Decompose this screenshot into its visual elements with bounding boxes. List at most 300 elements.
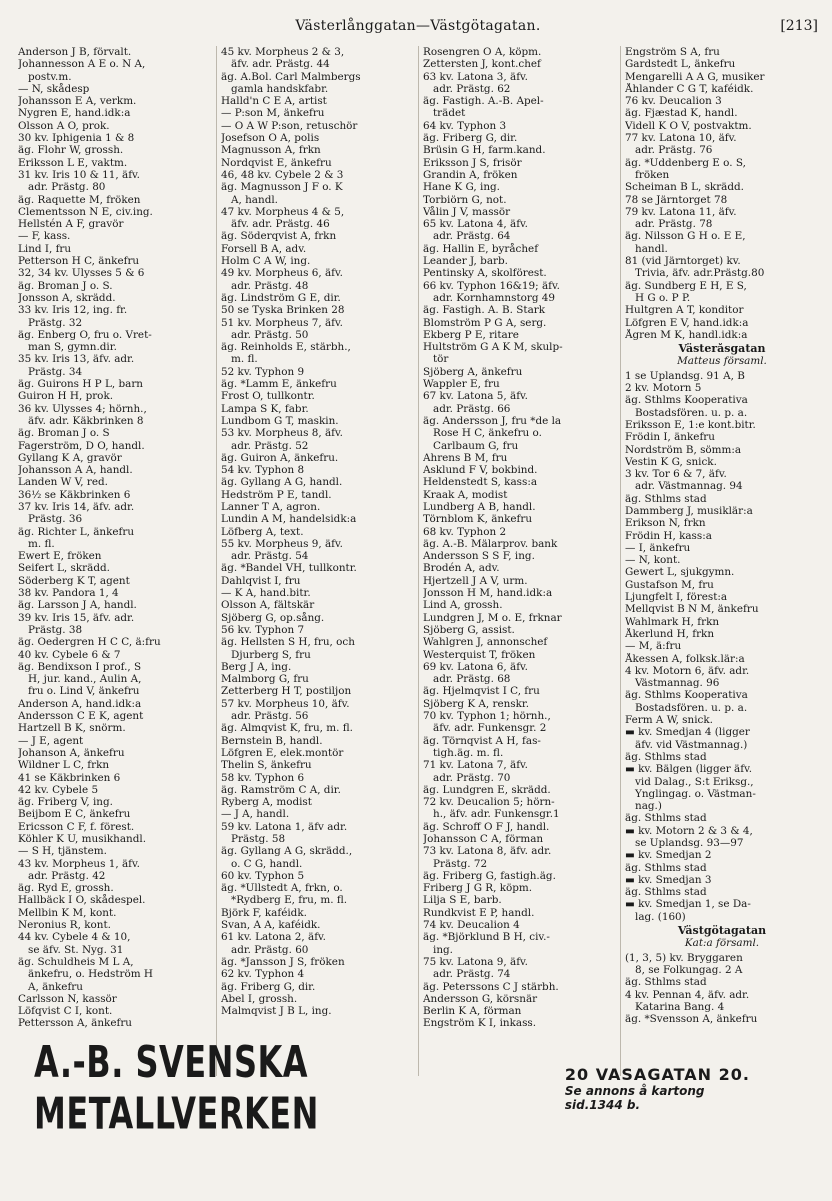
directory-entry: 65 kv. Latona 4, äfv. bbox=[423, 218, 528, 231]
directory-entry: Wappler E, fru bbox=[423, 378, 500, 391]
directory-entry: adr. Prästg. 56 bbox=[231, 710, 309, 723]
directory-entry: Dammberg J, musiklär:a bbox=[625, 504, 753, 517]
directory-entry: äg. Enberg O, fru o. Vret- bbox=[18, 328, 152, 341]
directory-entry: ▬ kv. Smedjan 2 bbox=[625, 849, 712, 862]
directory-entry: Andersson C E K, agent bbox=[18, 710, 144, 723]
directory-entry: äg. Larsson J A, handl. bbox=[18, 599, 137, 612]
directory-entry: Zettersten J, kont.chef bbox=[423, 58, 541, 71]
column-1 bbox=[14, 46, 216, 1076]
directory-entry: adr. Prästg. 78 bbox=[635, 218, 713, 231]
directory-entry: Friberg J G R, köpm. bbox=[423, 882, 533, 895]
directory-entry: lag. (160) bbox=[635, 910, 686, 923]
directory-entry: 41 se Käkbrinken 6 bbox=[18, 771, 121, 784]
directory-entry: Ljungfelt I, förest:a bbox=[625, 591, 728, 604]
directory-entry: äg. *Ullstedt A, frkn, o. bbox=[221, 882, 343, 895]
directory-entry: äg. Ryd E, grossh. bbox=[18, 882, 114, 895]
directory-entry: Hultström G A K M, skulp- bbox=[423, 341, 563, 354]
directory-entry: 61 kv. Latona 2, äfv. bbox=[221, 931, 326, 944]
directory-entry: 53 kv. Morpheus 8, äfv. bbox=[221, 427, 343, 440]
directory-entry: äg. Sthlms Kooperativa bbox=[625, 394, 748, 407]
directory-entry: Mellqvist B N M, änkefru bbox=[625, 603, 759, 616]
directory-entry: 77 kv. Latona 10, äfv. bbox=[625, 132, 737, 145]
directory-entry: äg. Raquette M, fröken bbox=[18, 193, 141, 206]
directory-entry: äg. Schuldheis M L A, bbox=[18, 955, 134, 968]
directory-entry: Halld'n C E A, artist bbox=[221, 95, 327, 108]
directory-entry: (1, 3, 5) kv. Bryggaren bbox=[625, 951, 743, 964]
directory-entry: Neronius R, kont. bbox=[18, 919, 111, 932]
directory-entry: Magnusson A, frkn bbox=[221, 144, 321, 157]
directory-entry: h., äfv. adr. Funkensgr.1 bbox=[433, 808, 560, 821]
directory-entry: 58 kv. Typhon 6 bbox=[221, 771, 305, 784]
directory-entry: äfv. vid Västmannag.) bbox=[635, 738, 748, 751]
directory-entry: äg. Fastigh. A. B. Stark bbox=[423, 304, 546, 317]
directory-entry: Lundbom G T, maskin. bbox=[221, 414, 339, 427]
directory-entry: 43 kv. Morpheus 1, äfv. bbox=[18, 857, 140, 870]
directory-entry: Wildner L C, frkn bbox=[18, 759, 110, 772]
directory-entry: — N, skådesp bbox=[18, 82, 90, 95]
directory-entry: Lind I, fru bbox=[18, 242, 72, 255]
directory-entry: Holm C A W, ing. bbox=[221, 255, 311, 268]
directory-entry: Kraak A, modist bbox=[423, 488, 508, 501]
directory-entry: 36½ se Käkbrinken 6 bbox=[18, 488, 131, 501]
advertiser-name: A.-B. SVENSKA METALLVERKEN bbox=[34, 1036, 319, 1140]
directory-entry: Bostadsfören. u. p. a. bbox=[635, 406, 748, 419]
directory-entry: handl. bbox=[635, 242, 668, 255]
directory-entry: Ahrens B M, fru bbox=[423, 451, 508, 464]
directory-entry: Leander J, barb. bbox=[423, 255, 508, 268]
directory-entry: Söderberg K T, agent bbox=[18, 574, 130, 587]
directory-entry: o. C G, handl. bbox=[231, 857, 303, 870]
directory-entry: Ericsson C F, f. förest. bbox=[18, 820, 135, 833]
directory-entry: Blomström P G A, serg. bbox=[423, 316, 547, 329]
directory-entry: Dahlqvist I, fru bbox=[221, 574, 301, 587]
directory-entry: Zetterberg H T, postiljon bbox=[221, 685, 352, 698]
directory-entry: Eriksson J S, frisör bbox=[423, 156, 522, 169]
directory-entry: äg. A.-B. Mälarprov. bank bbox=[423, 537, 558, 550]
directory-entry: äg. Friberg G, dir. bbox=[423, 132, 518, 145]
directory-entry: 30 kv. Iphigenia 1 & 8 bbox=[18, 132, 135, 145]
directory-entry: äg. Guirons H P L, barn bbox=[18, 378, 143, 391]
directory-entry: Rose H C, änkefru o. bbox=[433, 427, 542, 440]
directory-entry: se Uplandsg. 93—97 bbox=[635, 837, 744, 849]
directory-entry: Löfqvist C I, kont. bbox=[18, 1005, 113, 1018]
directory-entry: 56 kv. Typhon 7 bbox=[221, 623, 305, 636]
directory-entry: A, änkefru bbox=[28, 980, 83, 993]
directory-entry: Wahlmark H, frkn bbox=[625, 615, 720, 628]
page-number: [213] bbox=[780, 18, 818, 34]
directory-entry: Pentinsky A, skolförest. bbox=[423, 267, 547, 280]
directory-entry: äg. Almqvist K, fru, m. fl. bbox=[221, 722, 353, 735]
directory-entry: Frödin I, änkefru bbox=[625, 431, 715, 444]
directory-entry: adr. Prästg. 60 bbox=[231, 943, 309, 956]
directory-entry: Ryberg A, modist bbox=[221, 796, 312, 809]
directory-entry: adr. Prästg. 76 bbox=[635, 144, 713, 157]
directory-entry: Sjöberg G, op.sång. bbox=[221, 611, 325, 624]
directory-entry: adr. Prästg. 64 bbox=[433, 230, 511, 243]
directory-entry: ▬ kv. Smedjan 1, se Da- bbox=[625, 898, 751, 911]
directory-entry: äg. Sthlms stad bbox=[625, 750, 707, 763]
directory-entry: äg. Friberg G, dir. bbox=[221, 980, 316, 993]
directory-entry: Mellbin K M, kont. bbox=[18, 906, 117, 919]
column-4 bbox=[620, 46, 822, 1076]
directory-entry: 73 kv. Latona 8, äfv. adr. bbox=[423, 845, 552, 858]
directory-entry: äg. A.Bol. Carl Malmbergs bbox=[221, 70, 361, 83]
directory-entry: äg. Ramström C A, dir. bbox=[221, 783, 341, 796]
directory-entry: 38 kv. Pandora 1, 4 bbox=[18, 587, 119, 600]
directory-entry: Lanner T A, agron. bbox=[221, 500, 321, 513]
directory-entry: Olsson A, fältskär bbox=[221, 599, 315, 612]
directory-entry: äg. Sthlms stad bbox=[625, 976, 707, 989]
directory-entry: 45 kv. Morpheus 2 & 3, bbox=[221, 46, 345, 58]
directory-entry: äfv. adr. Prästg. 46 bbox=[231, 218, 330, 231]
directory-entry: Prästg. 36 bbox=[28, 513, 83, 526]
directory-entry: 74 kv. Deucalion 4 bbox=[423, 919, 520, 932]
directory-entry: Katarina Bang. 4 bbox=[635, 1000, 725, 1013]
directory-entry: Lundin A M, handelsidk:a bbox=[221, 513, 357, 526]
directory-entry: 68 kv. Typhon 2 bbox=[423, 525, 507, 538]
directory-entry: 1 se Uplandsg. 91 A, B bbox=[625, 369, 745, 382]
directory-entry: gamla handskfabr. bbox=[231, 82, 329, 95]
directory-entry: Löfberg A, text. bbox=[221, 525, 304, 538]
directory-entry: 49 kv. Morpheus 6, äfv. bbox=[221, 267, 343, 280]
directory-entry: Anderson J B, förvalt. bbox=[18, 46, 132, 58]
directory-entry: 66 kv. Typhon 16&19; äfv. bbox=[423, 279, 560, 292]
directory-entry: tigh.äg. m. fl. bbox=[433, 746, 504, 759]
directory-entry: — F, kass. bbox=[18, 230, 71, 243]
street-heading: Västgötagatan bbox=[677, 925, 767, 938]
directory-entry: äg. Nilsson G H o. E E, bbox=[625, 230, 746, 243]
directory-entry: äfv. adr. Käkbrinken 8 bbox=[28, 414, 144, 427]
directory-entry: trädet bbox=[433, 107, 466, 120]
directory-entry: Hjertzell J A V, urm. bbox=[423, 574, 528, 587]
directory-entry: adr. Prästg. 70 bbox=[433, 771, 511, 784]
directory-entry: nag.) bbox=[635, 800, 662, 813]
directory-columns bbox=[14, 46, 822, 1076]
directory-entry: Brüsin G H, farm.kand. bbox=[423, 144, 546, 157]
directory-entry: 69 kv. Latona 6, äfv. bbox=[423, 660, 528, 673]
directory-entry: äg. *Bandel VH, tullkontr. bbox=[221, 562, 357, 575]
directory-entry: Malmborg G, fru bbox=[221, 673, 309, 686]
directory-entry: änkefru, o. Hedström H bbox=[28, 968, 153, 981]
directory-entry: Johansson C A, förman bbox=[423, 833, 544, 845]
directory-entry: Trivia, äfv. adr.Prästg.80 bbox=[635, 267, 765, 280]
directory-entry: äg. Lindström G E, dir. bbox=[221, 291, 341, 304]
directory-entry: Torbiörn G, not. bbox=[423, 193, 507, 206]
parish-subheading: Kat:a församl. bbox=[684, 937, 760, 950]
directory-entry: 78 se Järntorget 78 bbox=[625, 193, 728, 206]
directory-entry: äg. Sthlms stad bbox=[625, 492, 707, 505]
directory-entry: äg. Gyllang A G, handl. bbox=[221, 476, 343, 489]
directory-entry: 32, 34 kv. Ulysses 5 & 6 bbox=[18, 267, 145, 280]
directory-entry: adr. Kornhamnstorg 49 bbox=[433, 291, 556, 304]
directory-entry: Gewert L, sjukgymn. bbox=[625, 566, 735, 579]
directory-entry: äg. *Uddenberg E o. S, bbox=[625, 156, 746, 169]
directory-entry: ▬ kv. Smedjan 3 bbox=[625, 873, 712, 886]
directory-entry: Seifert L, skrädd. bbox=[18, 562, 110, 575]
directory-entry: 64 kv. Typhon 3 bbox=[423, 119, 507, 132]
directory-entry: 72 kv. Deucalion 5; hörn- bbox=[423, 796, 555, 809]
directory-entry: Hultgren A T, konditor bbox=[625, 304, 744, 317]
directory-entry: se äfv. St. Nyg. 31 bbox=[28, 943, 124, 956]
directory-entry: man S, gymn.dir. bbox=[28, 341, 117, 354]
directory-entry: 31 kv. Iris 10 & 11, äfv. bbox=[18, 168, 140, 181]
directory-entry: äg. Richter L, änkefru bbox=[18, 525, 135, 538]
directory-entry: ▬ kv. Bälgen (ligger äfv. bbox=[625, 763, 753, 776]
directory-entry: Engström K I, inkass. bbox=[423, 1017, 537, 1030]
directory-entry: äg. Reinholds E, stärbh., bbox=[221, 341, 351, 354]
directory-entry: Andersson G, körsnär bbox=[423, 992, 538, 1005]
directory-entry: Nordström B, sömm:a bbox=[625, 443, 742, 456]
directory-entry: Ewert E, fröken bbox=[18, 550, 102, 563]
parish-subheading: Matteus församl. bbox=[677, 355, 767, 368]
directory-entry: Prästg. 72 bbox=[433, 857, 488, 870]
directory-entry: fru o. Lind V, änkefru bbox=[28, 685, 140, 698]
page-header bbox=[14, 18, 822, 40]
directory-entry: Westerquist T, fröken bbox=[423, 648, 536, 661]
directory-entry: Prästg. 38 bbox=[28, 623, 83, 636]
directory-entry: 54 kv. Typhon 8 bbox=[221, 464, 305, 477]
directory-entry: Johanson A, änkefru bbox=[18, 746, 125, 759]
directory-entry: postv.m. bbox=[28, 70, 72, 83]
directory-entry: äg. Sundberg E H, E S, bbox=[625, 279, 747, 292]
directory-entry: 51 kv. Morpheus 7, äfv. bbox=[221, 316, 343, 329]
directory-entry: Nygren E, hand.idk:a bbox=[18, 107, 131, 120]
directory-entry: 2 kv. Motorn 5 bbox=[625, 382, 702, 395]
directory-entry: adr. Prästg. 52 bbox=[231, 439, 309, 452]
directory-entry: vid Dalag., S:t Eriksg., bbox=[635, 775, 754, 788]
directory-entry: äg. Bendixson I prof., S bbox=[18, 660, 142, 673]
directory-entry: äg. Flohr W, grossh. bbox=[18, 144, 124, 157]
directory-entry: äg. Magnusson J F o. K bbox=[221, 181, 343, 194]
directory-entry: — N, kont. bbox=[625, 554, 681, 567]
directory-entry: Sjöberg G, assist. bbox=[423, 623, 515, 636]
advertiser-tagline: Se annons å kartong sid.1344 b. bbox=[564, 1083, 705, 1112]
directory-entry: 81 (vid Järntorget) kv. bbox=[625, 255, 741, 268]
directory-entry: ▬ kv. Smedjan 4 (ligger bbox=[625, 726, 750, 739]
directory-entry: fröken bbox=[635, 168, 670, 181]
directory-entry: 40 kv. Cybele 6 & 7 bbox=[18, 648, 121, 661]
directory-entry: Pettersson A, änkefru bbox=[18, 1017, 133, 1030]
directory-entry: adr. Prästg. 68 bbox=[433, 673, 511, 686]
directory-entry: 50 se Tyska Brinken 28 bbox=[221, 304, 345, 317]
directory-entry: Mengarelli A A G, musiker bbox=[625, 70, 765, 83]
directory-entry: m. fl. bbox=[28, 537, 55, 550]
directory-entry: tör bbox=[433, 353, 449, 366]
directory-entry: Carlsson N, kassör bbox=[18, 992, 117, 1005]
directory-entry: Johansson E A, verkm. bbox=[18, 95, 137, 108]
directory-entry: adr. Prästg. 80 bbox=[28, 181, 106, 194]
directory-entry: Lind A, grossh. bbox=[423, 599, 503, 612]
directory-entry: — I, änkefru bbox=[625, 541, 691, 554]
directory-entry: äg. Fjæstad K, handl. bbox=[625, 107, 738, 120]
directory-entry: äg. Sthlms Kooperativa bbox=[625, 689, 748, 702]
directory-entry: Malmqvist J B L, ing. bbox=[221, 1005, 332, 1018]
directory-entry: — M, ä:fru bbox=[625, 640, 682, 653]
directory-entry: adr. Prästg. 42 bbox=[28, 869, 106, 882]
directory-entry: Sjöberg A, änkefru bbox=[423, 365, 523, 378]
directory-entry: Hallbäck I O, skådespel. bbox=[18, 894, 146, 907]
directory-entry: Lundgren J, M o. E, frknar bbox=[423, 611, 562, 624]
directory-entry: 62 kv. Typhon 4 bbox=[221, 968, 305, 981]
directory-entry: Landen W V, red. bbox=[18, 476, 108, 489]
directory-entry: m. fl. bbox=[231, 353, 258, 366]
directory-entry: äg. *Lamm E, änkefru bbox=[221, 378, 337, 391]
advertiser-address: 20 VASAGATAN 20. bbox=[564, 1064, 750, 1084]
directory-entry: Vålin J V, massör bbox=[423, 205, 511, 218]
directory-entry: 4 kv. Motorn 6, äfv. adr. bbox=[625, 664, 750, 677]
directory-entry: 70 kv. Typhon 1; hörnh., bbox=[423, 710, 551, 723]
directory-entry: adr. Västmannag. 94 bbox=[635, 480, 743, 493]
directory-entry: äg. Oedergren H C C, ä:fru bbox=[18, 636, 161, 649]
directory-entry: Wahlgren J, annonschef bbox=[423, 636, 548, 649]
directory-entry: H, jur. kand., Aulin A, bbox=[28, 673, 142, 686]
directory-entry: äg. Lundgren E, skrädd. bbox=[423, 783, 551, 796]
directory-entry: 44 kv. Cybele 4 & 10, bbox=[18, 931, 131, 944]
directory-entry: 76 kv. Deucalion 3 bbox=[625, 95, 722, 108]
directory-entry: Beijbom E C, änkefru bbox=[18, 808, 131, 821]
directory-entry: 63 kv. Latona 3, äfv. bbox=[423, 70, 528, 83]
directory-entry: Jonsson H M, hand.idk:a bbox=[423, 587, 553, 600]
directory-entry: äg. Sthlms stad bbox=[625, 812, 707, 825]
directory-entry: 4 kv. Pennan 4, äfv. adr. bbox=[625, 988, 750, 1001]
directory-entry: adr. Prästg. 62 bbox=[433, 82, 511, 95]
directory-entry: — O A W P:son, retuschör bbox=[221, 119, 358, 132]
directory-entry: äg. Guiron A, änkefru. bbox=[221, 451, 339, 464]
street-heading: Västeråsgatan bbox=[678, 343, 766, 356]
directory-entry: äg. *Svensson A, änkefru bbox=[625, 1013, 758, 1026]
directory-entry: Brodén A, adv. bbox=[423, 562, 500, 575]
directory-entry: Berlin K A, förman bbox=[423, 1005, 522, 1018]
directory-entry: Ekberg P E, ritare bbox=[423, 328, 519, 341]
directory-entry: äg. Friberg V, ing. bbox=[18, 796, 113, 809]
directory-entry: äg. Hjelmqvist I C, fru bbox=[423, 685, 540, 698]
directory-entry: 71 kv. Latona 7, äfv. bbox=[423, 759, 528, 772]
directory-entry: Sjöberg K A, renskr. bbox=[423, 697, 530, 710]
directory-entry: adr. Prästg. 54 bbox=[231, 550, 309, 563]
directory-entry: Åkessen A, folksk.lär:a bbox=[625, 652, 745, 665]
directory-entry: Clementsson N E, civ.ing. bbox=[18, 205, 153, 218]
directory-entry: Scheiman B L, skrädd. bbox=[625, 181, 744, 194]
directory-entry: 60 kv. Typhon 5 bbox=[221, 869, 305, 882]
directory-entry: Frost O, tullkontr. bbox=[221, 390, 315, 403]
directory-entry: H G o. P P. bbox=[635, 291, 691, 304]
column-2 bbox=[216, 46, 418, 1076]
directory-entry: Åkerlund H, frkn bbox=[625, 627, 715, 640]
directory-entry: äg. Broman J o. S bbox=[18, 427, 110, 440]
directory-entry: äg. Hallin E, byråchef bbox=[423, 242, 539, 255]
directory-entry: 42 kv. Cybele 5 bbox=[18, 783, 99, 796]
directory-entry: 52 kv. Typhon 9 bbox=[221, 365, 305, 378]
directory-entry: 36 kv. Ulysses 4; hörnh., bbox=[18, 402, 147, 415]
directory-entry: äfv. adr. Prästg. 44 bbox=[231, 58, 330, 71]
directory-entry: Frödin H, kass:a bbox=[625, 529, 712, 542]
directory-entry: äg. Sthlms stad bbox=[625, 886, 707, 899]
directory-entry: Johannesson A E o. N A, bbox=[18, 58, 146, 71]
directory-entry: äg. Gyllang A G, skrädd., bbox=[221, 845, 353, 858]
directory-entry: Videll K O V, postvaktm. bbox=[625, 119, 752, 132]
directory-entry: Löfgren E, elek.montör bbox=[221, 746, 344, 759]
directory-entry: äg. Fastigh. A.-B. Apel- bbox=[423, 95, 544, 108]
directory-entry: — J E, agent bbox=[18, 734, 84, 747]
directory-entry: Asklund F V, bokbind. bbox=[423, 464, 538, 477]
directory-entry: Forsell B A, adv. bbox=[221, 242, 307, 255]
directory-entry: äg. Sthlms stad bbox=[625, 861, 707, 874]
directory-entry: Rundkvist E P, handl. bbox=[423, 906, 535, 919]
directory-entry: Gyllang K A, gravör bbox=[18, 451, 122, 464]
directory-entry: Lilja S E, barb. bbox=[423, 894, 502, 907]
directory-entry: Berg J A, ing. bbox=[221, 660, 292, 673]
directory-entry: Lundberg A B, handl. bbox=[423, 500, 536, 513]
directory-entry: äfv. adr. Funkensgr. 2 bbox=[433, 722, 547, 735]
directory-entry: äg. Friberg G, fastigh.äg. bbox=[423, 869, 556, 882]
directory-entry: 37 kv. Iris 14, äfv. adr. bbox=[18, 500, 135, 513]
directory-entry: 33 kv. Iris 12, ing. fr. bbox=[18, 304, 128, 317]
directory-entry: Hane K G, ing. bbox=[423, 181, 500, 194]
directory-entry: Eriksson E, 1:e kont.bitr. bbox=[625, 418, 756, 431]
directory-entry: Guiron H H, prok. bbox=[18, 390, 114, 403]
directory-entry: — P:son M, änkefru bbox=[221, 107, 325, 120]
directory-entry: Jonsson A, skrädd. bbox=[18, 291, 116, 304]
directory-entry: Prästg. 32 bbox=[28, 316, 83, 329]
directory-entry: Hedström P E, tandl. bbox=[221, 488, 332, 501]
directory-entry: Ferm A W, snick. bbox=[625, 714, 713, 727]
directory-entry: Erikson N, frkn bbox=[625, 517, 706, 530]
directory-entry: Löfgren E V, hand.idk:a bbox=[625, 316, 749, 329]
directory-entry: 79 kv. Latona 11, äfv. bbox=[625, 205, 737, 218]
column-3 bbox=[418, 46, 620, 1076]
directory-entry: äg. Andersson J, fru *de la bbox=[423, 414, 562, 427]
directory-entry: Rosengren O A, köpm. bbox=[423, 46, 542, 58]
directory-entry: adr. Prästg. 50 bbox=[231, 328, 309, 341]
directory-entry: — J A, handl. bbox=[221, 808, 290, 821]
directory-entry: 59 kv. Latona 1, äfv adr. bbox=[221, 820, 348, 833]
directory-entry: äg. Schroff O F J, handl. bbox=[423, 820, 550, 833]
directory-entry: 47 kv. Morpheus 4 & 5, bbox=[221, 205, 345, 218]
directory-entry: äg. Peterssons C J stärbh. bbox=[423, 980, 559, 993]
directory-entry: äg. *Jansson J S, fröken bbox=[221, 955, 345, 968]
directory-entry: adr. Prästg. 66 bbox=[433, 402, 511, 415]
directory-entry: 39 kv. Iris 15, äfv. adr. bbox=[18, 611, 135, 624]
directory-entry: *Rydberg E, fru, m. fl. bbox=[231, 894, 348, 907]
directory-entry: Bernstein B, handl. bbox=[221, 734, 323, 747]
directory-entry: 75 kv. Latona 9, äfv. bbox=[423, 955, 528, 968]
directory-entry: Västmannag. 96 bbox=[635, 677, 720, 690]
running-title: Västerlånggatan—Västgötagatan. bbox=[295, 18, 541, 34]
directory-entry: äg. Söderqvist A, frkn bbox=[221, 230, 337, 243]
directory-entry: Engström S A, fru bbox=[625, 46, 720, 58]
directory-entry: — S H, tjänstem. bbox=[18, 845, 107, 858]
directory-entry: Prästg. 34 bbox=[28, 365, 83, 378]
advertiser-details bbox=[565, 1065, 764, 1112]
directory-entry: Björk F, kaféidk. bbox=[221, 906, 307, 919]
directory-entry: Nordqvist E, änkefru bbox=[221, 156, 332, 169]
directory-entry: Grandin A, fröken bbox=[423, 168, 518, 181]
directory-entry: Ynglingag. o. Västman- bbox=[635, 787, 756, 800]
directory-entry: adr. Prästg. 74 bbox=[433, 968, 511, 981]
directory-entry: Gardstedt L, änkefru bbox=[625, 58, 736, 71]
directory-entry: äg. *Björklund B H, civ.- bbox=[423, 931, 550, 944]
directory-entry: Djurberg S, fru bbox=[231, 648, 311, 661]
directory-entry: Anderson A, hand.idk:a bbox=[18, 697, 142, 710]
directory-entry: Carlbaum G, fru bbox=[433, 439, 519, 452]
directory-entry: Hellstén A F, gravör bbox=[18, 218, 124, 231]
directory-entry: Vestin K G, snick. bbox=[625, 455, 717, 468]
directory-entry: äg. Törnqvist A H, fas- bbox=[423, 734, 541, 747]
directory-entry: 3 kv. Tor 6 & 7, äfv. bbox=[625, 468, 727, 481]
directory-entry: äg. Hellsten S H, fru, och bbox=[221, 636, 355, 649]
directory-entry: 67 kv. Latona 5, äfv. bbox=[423, 390, 528, 403]
directory-entry: Petterson H C, änkefru bbox=[18, 255, 140, 268]
